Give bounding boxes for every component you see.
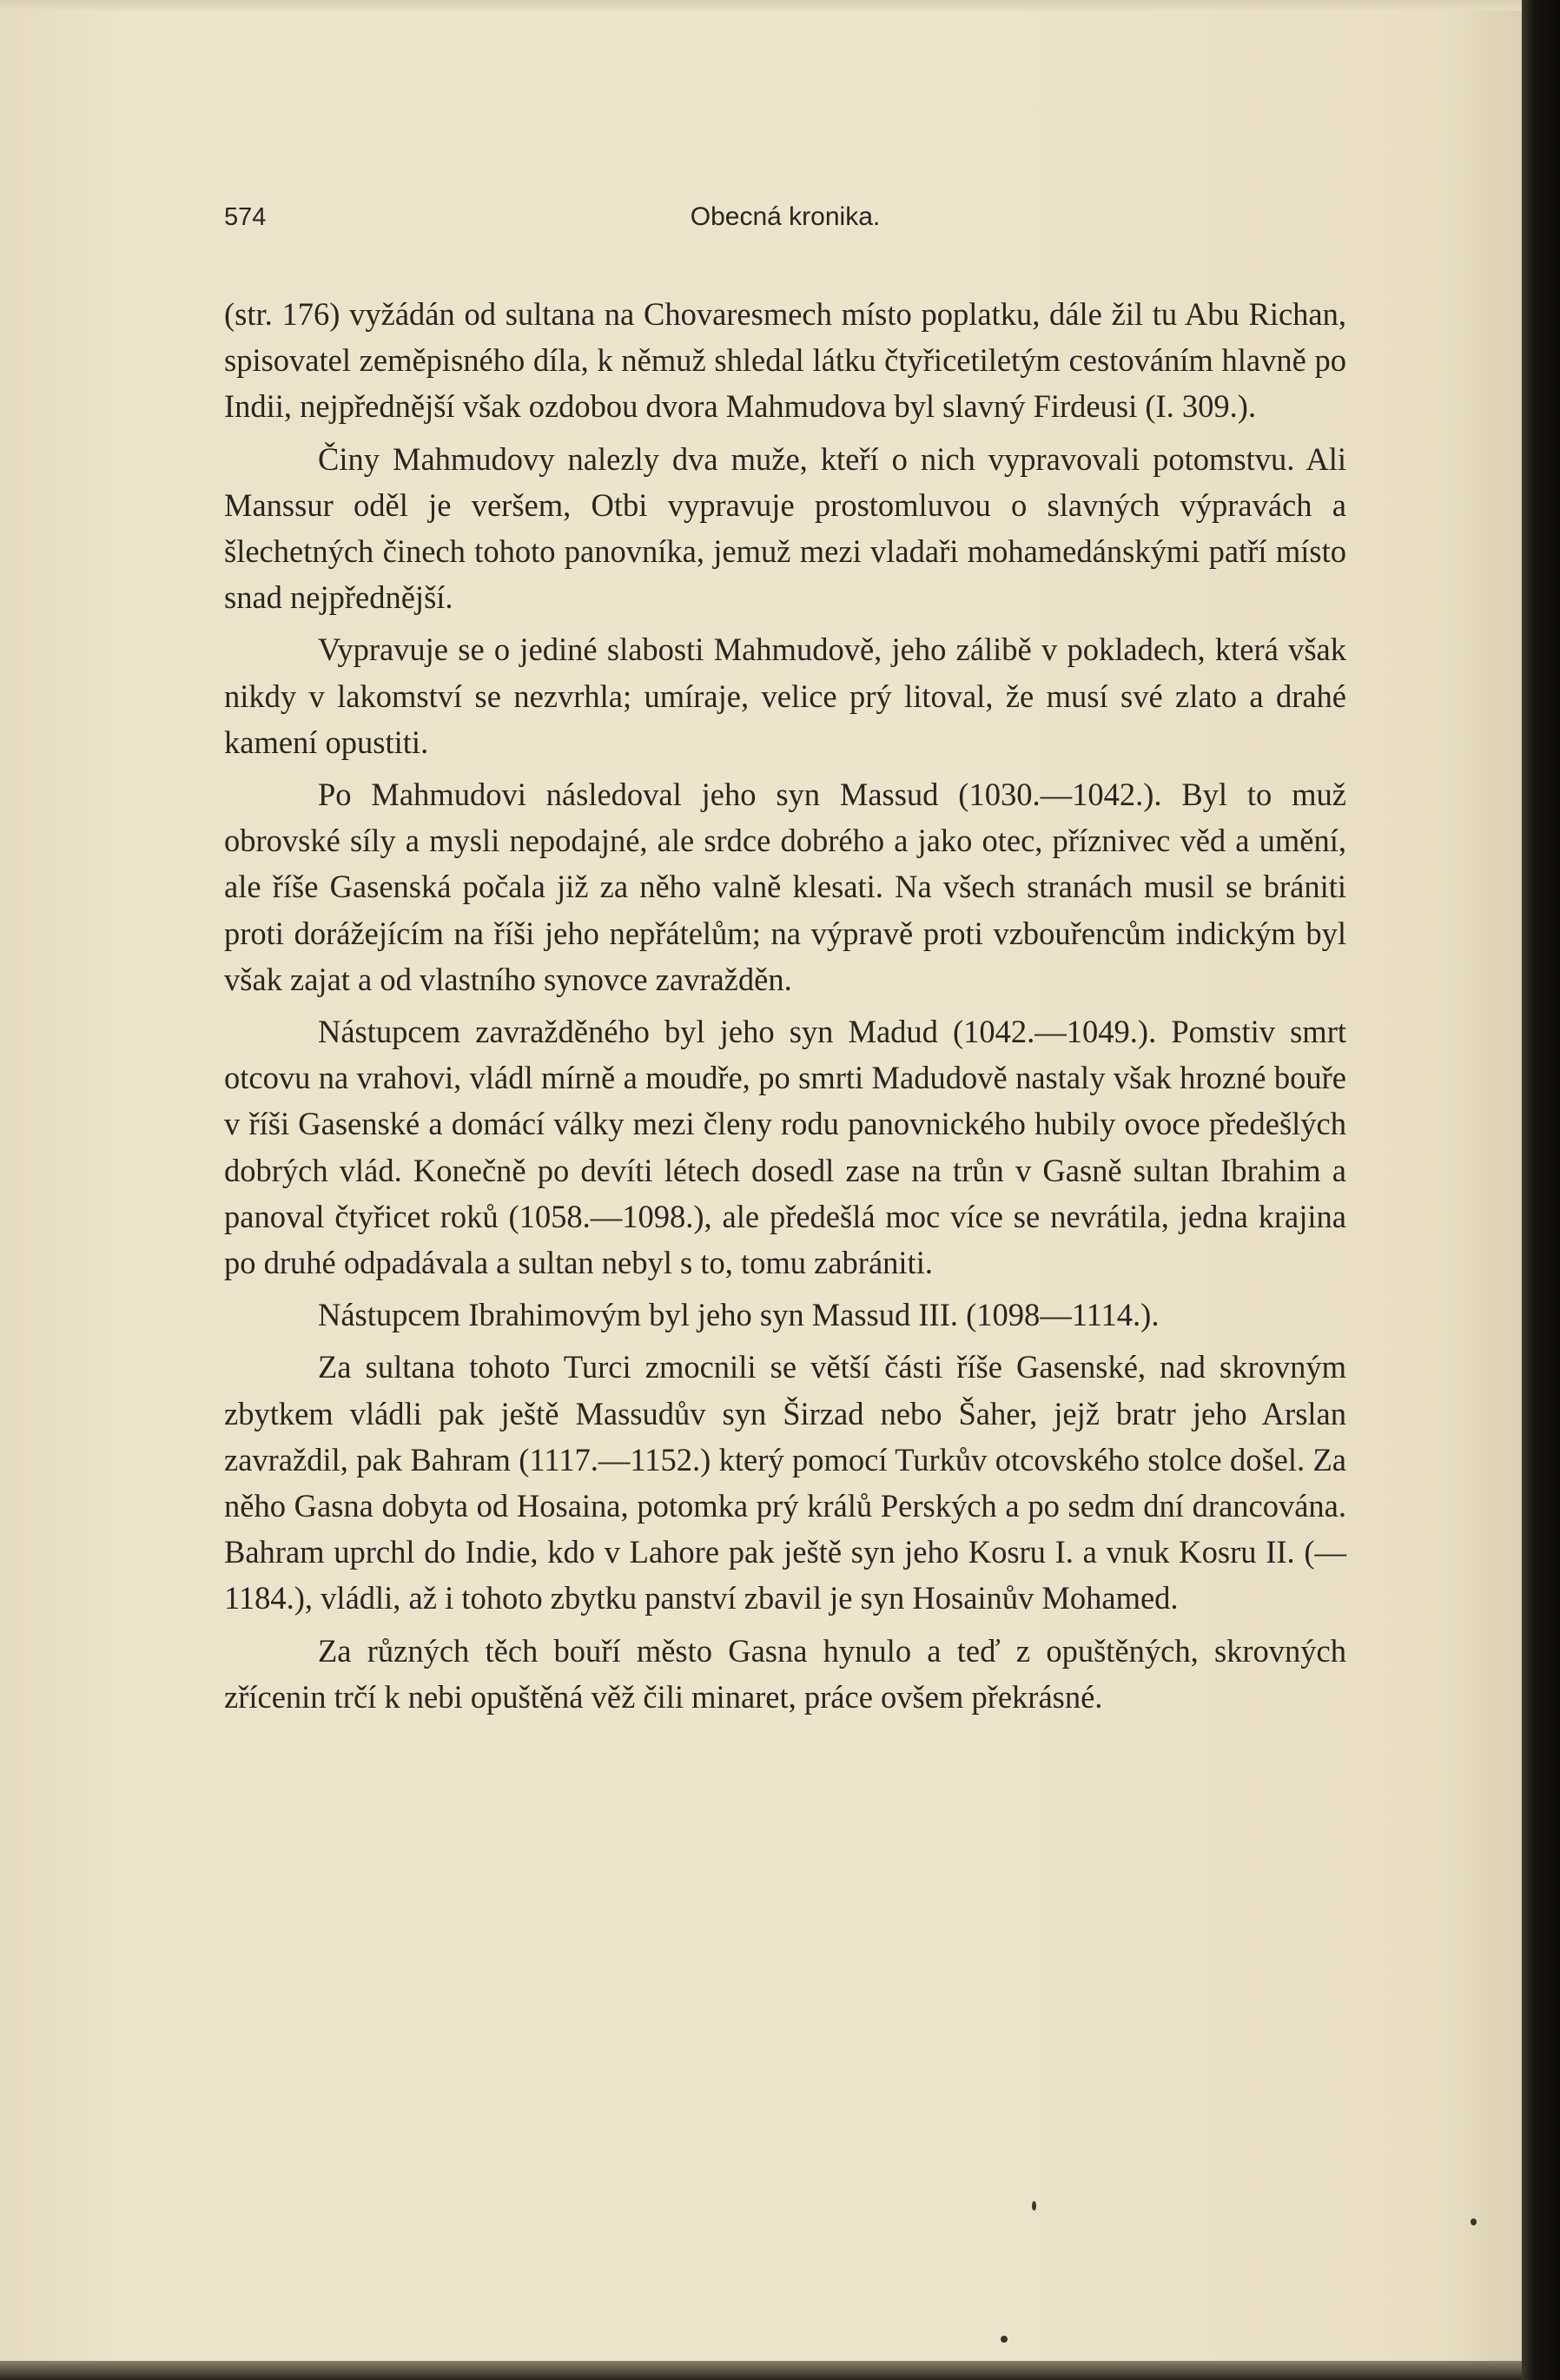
page-top-edge	[0, 0, 1522, 10]
page-number: 574	[224, 203, 267, 231]
paragraph: Nástupcem Ibrahimovým byl jeho syn Massud III. (1098—1114.).	[318, 1297, 1160, 1333]
paragraph: Za různých těch bouří město Gasna hynulo a teď z opuštěných, skrovných zřícenin trčí k nebi opuštěná věž čili minaret, práce ovšem překrásné.	[224, 1632, 1346, 1715]
paragraph: Nástupcem zavražděného byl jeho syn Madud (1042.—1049.). Pomstiv smrt otcovu na vrahovi, vládl mírně a moudře, po smrti Madudově nastaly však hrozné bouře v říši Gasenské a domácí války mezi členy rodu panovnického hubily ovoce předešlých dobrých vlád. Konečně po devíti létech dosedl zase na trůn v Gasně sultan Ibrahim a panoval čtyřicet roků (1058.—1098.), ale předešlá moc více se nevrátila, jedna krajina po druhé odpadávala a sultan nebyl s to, tomu zabrániti.	[224, 1014, 1346, 1281]
running-title: Obecná kronika.	[690, 202, 881, 231]
body-text	[224, 291, 1346, 1720]
book-binding-edge	[1522, 0, 1560, 2380]
page-bottom-edge	[0, 2361, 1522, 2380]
paragraph: Činy Mahmudovy nalezly dva muže, kteří o nich vypravovali potomstvu. Ali Manssur oděl je veršem, Otbi vypravuje prostomluvou o slavných výpravách a šlechetných činech tohoto panovníka, jemuž mezi vladaři mohamedánskými patří místo snad nejpřednější.	[224, 440, 1346, 616]
paragraph: Po Mahmudovi následoval jeho syn Massud (1030.—1042.). Byl to muž obrovské síly a mysli nepodajné, ale srdce dobrého a jako otec, příznivec věd a umění, ale říše Gasenská počala již za něho valně klesati. Na všech stranách musil se brániti proti dorážejícím na říši jeho nepřátelům; na výpravě proti vzbouřencům indickým byl však zajat a od vlastního synovce zavražděn.	[224, 777, 1346, 997]
paragraph: Vypravuje se o jediné slabosti Mahmudově, jeho zálibě v pokladech, která však nikdy v lakomství se nezvrhla; umíraje, velice prý litoval, že musí své zlato a drahé kamení opustiti.	[224, 631, 1346, 760]
page-header	[224, 198, 1346, 236]
ink-speck	[1001, 2336, 1008, 2343]
paragraph: (str. 176) vyžádán od sultana na Chovaresmech místo poplatku, dále žil tu Abu Richan, spisovatel zeměpisného díla, k němuž shledal látku čtyřicetiletým cestováním hlavně po Indii, nejpřednější však ozdobou dvora Mahmudova byl slavný Firdeusi (I. 309.).	[224, 296, 1346, 425]
ink-speck	[1471, 2218, 1477, 2225]
paragraph: Za sultana tohoto Turci zmocnili se větší části říše Gasenské, nad skrovným zbytkem vládli pak ještě Massudův syn Širzad nebo Šaher, jejž bratr jeho Arslan zavraždil, pak Bahram (1117.—1152.) který pomocí Turkův otcovského stolce došel. Za něho Gasna dobyta od Hosaina, potomka prý králů Perských a po sedm dní drancována. Bahram uprchl do Indie, kdo v Lahore pak ještě syn jeho Kosru I. a vnuk Kosru II. (—1184.), vládli, až i tohoto zbytku panství zbavil je syn Hosainův Mohamed.	[224, 1349, 1346, 1616]
ink-speck	[1032, 2201, 1036, 2211]
